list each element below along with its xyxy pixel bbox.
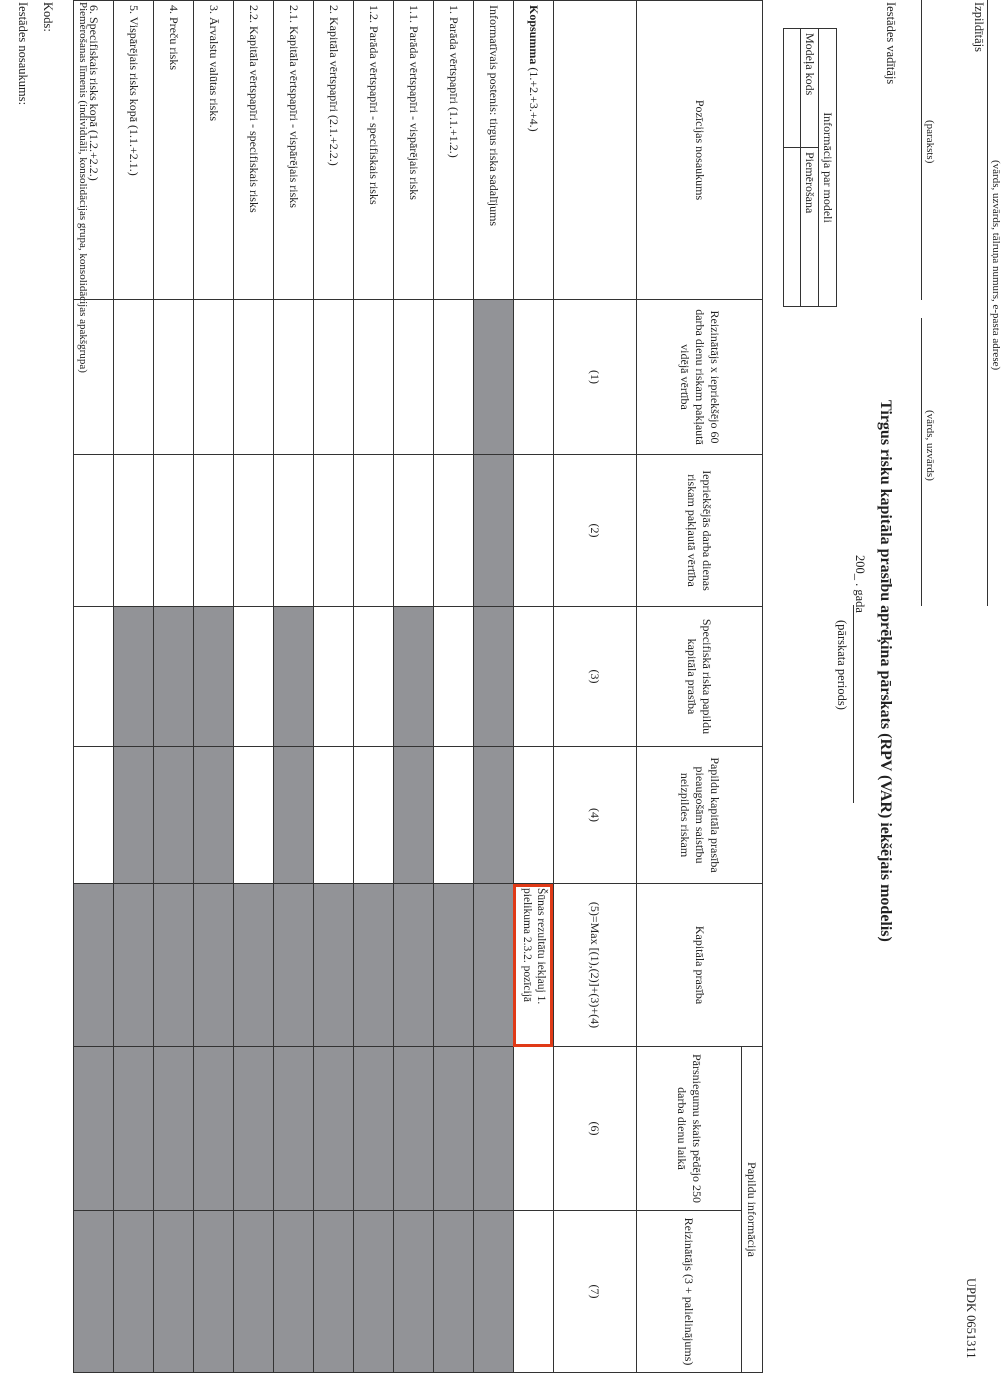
period-caption: (pārskata periods) xyxy=(835,620,849,710)
application-header: Piemērošana xyxy=(801,148,819,307)
market-risk-table xyxy=(73,0,763,1373)
col7-number: (7) xyxy=(554,1211,637,1373)
row-label: 5. Vispārējais risks kopā (1.1.+2.1.) xyxy=(114,1,154,300)
cell-r4-c4[interactable] xyxy=(354,747,394,884)
cell-r6-c2[interactable] xyxy=(274,455,314,607)
preparer-caption: (vārds, uzvārds, tālruņa numurs, e-pasta adrese) xyxy=(990,160,1002,371)
table-row xyxy=(474,1,514,1373)
cell-r8-c2[interactable] xyxy=(194,455,234,607)
additional-info-header: Papildu informācija xyxy=(742,1047,763,1373)
cell-r4-c2[interactable] xyxy=(354,455,394,607)
shaded-cell xyxy=(314,1211,354,1373)
table-row xyxy=(234,1,274,1373)
cell-r0-c4[interactable] xyxy=(514,747,554,884)
shaded-cell xyxy=(474,300,514,455)
row-label: 3. Ārvalstu valūtas risks xyxy=(194,1,234,300)
row-label: 4. Preču risks xyxy=(154,1,194,300)
row-label: 2. Kapitāla vērtspapīri (2.1.+2.2.) xyxy=(314,1,354,300)
shaded-cell xyxy=(354,884,394,1047)
table-row xyxy=(154,1,194,1373)
shaded-cell xyxy=(74,1047,114,1211)
shaded-cell xyxy=(434,1047,474,1211)
shaded-cell xyxy=(114,747,154,884)
cell-r5-c2[interactable] xyxy=(314,455,354,607)
cell-r0-c1[interactable] xyxy=(514,300,554,455)
cell-r7-c4[interactable] xyxy=(234,747,274,884)
table-row xyxy=(114,1,154,1373)
row-label: 2.2. Kapitāla vērtspapīri - specifiskais risks xyxy=(234,1,274,300)
shaded-cell xyxy=(394,1211,434,1373)
cell-r2-c4[interactable] xyxy=(434,747,474,884)
preparer-line xyxy=(987,0,988,606)
row-label xyxy=(514,1,554,300)
cell-r5-c4[interactable] xyxy=(314,747,354,884)
shaded-cell xyxy=(354,1211,394,1373)
shaded-cell xyxy=(194,1047,234,1211)
cell-r9-c1[interactable] xyxy=(154,300,194,455)
row-label: 1.1. Parāda vērtspapīri - vispārējais risks xyxy=(394,1,434,300)
shaded-cell xyxy=(274,1047,314,1211)
row-label: 1. Parāda vērtspapīri (1.1.+1.2.) xyxy=(434,1,474,300)
cell-r0-c7[interactable] xyxy=(514,1211,554,1373)
table-row xyxy=(274,1,314,1373)
shaded-cell xyxy=(154,747,194,884)
cell-r2-c3[interactable] xyxy=(434,607,474,747)
head-name-caption: (vārds, uzvārds) xyxy=(924,410,936,481)
shaded-cell xyxy=(474,455,514,607)
column-number-spacer xyxy=(554,1,637,300)
table-row xyxy=(434,1,474,1373)
cell-r3-c2[interactable] xyxy=(394,455,434,607)
shaded-cell xyxy=(474,884,514,1047)
col4-header: Papildu kapitāla prasība pieaugošām saistību neizpildes riskam xyxy=(637,747,763,884)
shaded-cell xyxy=(314,884,354,1047)
row-label-rest: (1.+2.+3.+4.) xyxy=(527,64,541,132)
shaded-cell xyxy=(314,1047,354,1211)
cell-r7-c1[interactable] xyxy=(234,300,274,455)
col5-number: (5)=Max [(1),(2)]+(3)+(4) xyxy=(554,884,637,1047)
preparer-label: Izpildītājs xyxy=(972,2,986,52)
shaded-cell xyxy=(154,1047,194,1211)
cell-r11-c3[interactable] xyxy=(74,607,114,747)
shaded-cell xyxy=(74,1211,114,1373)
shaded-cell xyxy=(154,884,194,1047)
cell-r4-c3[interactable] xyxy=(354,607,394,747)
cell-r8-c1[interactable] xyxy=(194,300,234,455)
shaded-cell xyxy=(194,1211,234,1373)
cell-r5-c1[interactable] xyxy=(314,300,354,455)
cell-r0-c6[interactable] xyxy=(514,1047,554,1211)
shaded-cell xyxy=(434,1211,474,1373)
shaded-cell xyxy=(394,884,434,1047)
period-blank-line xyxy=(853,605,854,803)
shaded-cell xyxy=(234,884,274,1047)
position-name-header: Pozīcijas nosaukums xyxy=(637,1,763,300)
cell-r6-c1[interactable] xyxy=(274,300,314,455)
col1-header: Reizinātājs x iepriekšējo 60 darba dienu riskam pakļautā vidējā vērtība xyxy=(637,300,763,455)
col2-header: Iepriekšējās darba dienas riskam pakļautā vērtība xyxy=(637,455,763,607)
table-row xyxy=(514,1,554,1373)
shaded-cell xyxy=(114,884,154,1047)
shaded-cell xyxy=(274,747,314,884)
table-row xyxy=(74,1,114,1373)
shaded-cell xyxy=(474,607,514,747)
table-row xyxy=(354,1,394,1373)
cell-r11-c4[interactable] xyxy=(74,747,114,884)
cell-r0-c3[interactable] xyxy=(514,607,554,747)
table-row xyxy=(394,1,434,1373)
col1-number: (1) xyxy=(554,300,637,455)
shaded-cell xyxy=(194,607,234,747)
cell-r2-c1[interactable] xyxy=(434,300,474,455)
shaded-cell xyxy=(74,884,114,1047)
shaded-cell xyxy=(154,607,194,747)
capital-requirement-total-cell[interactable]: Šūnas rezultātu iekļauj 1. pielikuma 2.3.2. pozīcijā xyxy=(514,884,554,1047)
col2-number: (2) xyxy=(554,455,637,607)
model-info-header: Informācija par modeli xyxy=(819,29,837,307)
table-row xyxy=(194,1,234,1373)
shaded-cell xyxy=(274,1211,314,1373)
col6-header: Pārsniegumu skaits pēdējo 250 darba dienu laikā xyxy=(637,1047,742,1211)
shaded-cell xyxy=(154,1211,194,1373)
shaded-cell xyxy=(394,1047,434,1211)
cell-r0-c2[interactable] xyxy=(514,455,554,607)
shaded-cell xyxy=(434,884,474,1047)
cell-r11-c2[interactable] xyxy=(74,455,114,607)
application-level-label: Piemērošanas līmenis (individuāli, konsolidācijas grupa, konsolidācijas apakšgrupa) xyxy=(77,2,89,373)
col5-header: Kapitāla prasība xyxy=(637,884,763,1047)
shaded-cell xyxy=(114,1047,154,1211)
cell-r9-c2[interactable] xyxy=(154,455,194,607)
shaded-cell xyxy=(274,607,314,747)
table-row xyxy=(314,1,354,1373)
shaded-cell xyxy=(474,1047,514,1211)
col4-number: (4) xyxy=(554,747,637,884)
shaded-cell xyxy=(234,1047,274,1211)
signature-caption: (paraksts) xyxy=(924,120,936,164)
cell-r11-c1[interactable] xyxy=(74,300,114,455)
shaded-cell xyxy=(194,884,234,1047)
row-label: 2.1. Kapitāla vērtspapīri - vispārējais risks xyxy=(274,1,314,300)
shaded-cell xyxy=(274,884,314,1047)
period-year-prefix: 200_ . gada xyxy=(853,555,867,613)
head-signature-line xyxy=(921,0,922,300)
cell-r10-c2[interactable] xyxy=(114,455,154,607)
cell-r7-c2[interactable] xyxy=(234,455,274,607)
shaded-cell xyxy=(474,747,514,884)
row-label-bold: Kopsumma xyxy=(527,5,541,65)
col6-number: (6) xyxy=(554,1047,637,1211)
report-title: Tirgus risku kapitāla prasību aprēķina pārskats (RPV (VAR) iekšējais modelis) xyxy=(877,400,894,942)
shaded-cell xyxy=(114,1211,154,1373)
head-of-institution-label: Iestādes vadītājs xyxy=(884,2,898,85)
institution-label: Iestādes nosaukums: xyxy=(16,2,30,106)
model-code-header: Modeļa kods xyxy=(801,29,819,148)
cell-r3-c1[interactable] xyxy=(394,300,434,455)
shaded-cell xyxy=(354,1047,394,1211)
row-label: 1.2. Parāda vērtspapīri - specifiskais risks xyxy=(354,1,394,300)
shaded-cell xyxy=(114,607,154,747)
col3-number: (3) xyxy=(554,607,637,747)
cell-r10-c1[interactable] xyxy=(114,300,154,455)
col3-header: Specifiskā riska papildu kapitāla prasība xyxy=(637,607,763,747)
model-info-table xyxy=(783,28,837,307)
model-code-cell[interactable] xyxy=(784,29,801,148)
cell-r4-c1[interactable] xyxy=(354,300,394,455)
cell-r7-c3[interactable] xyxy=(234,607,274,747)
shaded-cell xyxy=(394,607,434,747)
shaded-cell xyxy=(194,747,234,884)
cell-r5-c3[interactable] xyxy=(314,607,354,747)
application-cell[interactable] xyxy=(784,148,801,307)
shaded-cell xyxy=(234,1211,274,1373)
shaded-cell xyxy=(474,1211,514,1373)
shaded-cell xyxy=(394,747,434,884)
row-label: Informatīvais postenis: tirgus riska sadalījums xyxy=(474,1,514,300)
cell-r2-c2[interactable] xyxy=(434,455,474,607)
head-name-line xyxy=(921,318,922,606)
code-label: Kods: xyxy=(41,2,55,32)
form-code: UPDK 0651311 xyxy=(964,1278,978,1359)
col7-header: Reizinātājs (3 + palielinājums) xyxy=(637,1211,742,1373)
row-label: 6. Specifiskais risks kopā (1.2.+2.2.) xyxy=(74,1,114,300)
